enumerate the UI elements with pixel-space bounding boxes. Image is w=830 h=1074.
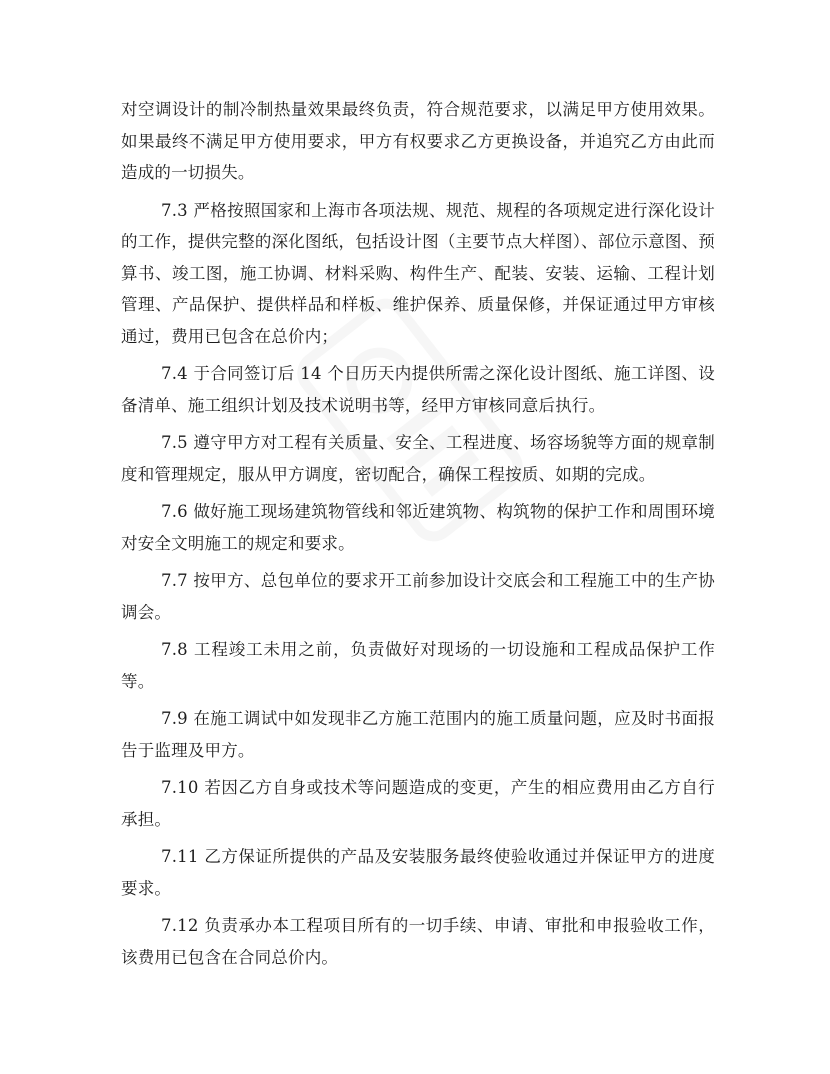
clause-7-10: 7.10 若因乙方自身或技术等问题造成的变更，产生的相应费用由乙方自行承担。 — [121, 778, 715, 829]
clause-7-4: 7.4 于合同签订后 14 个日历天内提供所需之深化设计图纸、施工详图、设备清单、施工组织计划及技术说明书等，经甲方审核同意后执行。 — [121, 364, 715, 415]
clause-7-3: 7.3 严格按照国家和上海市各项法规、规范、规程的各项规定进行深化设计的工作，提供完整的深化图纸，包括设计图（主要节点大样图）、部位示意图、预算书、竣工图，施工协调、材料采购、构件生产、配装、安装、运输、工程计划管理、产品保护、提供样品和样板、维护保养、质量保修，并保证通过甲方审核通过，费用已包含在总价内； — [121, 200, 715, 346]
clause-7-9: 7.9 在施工调试中如发现非乙方施工范围内的施工质量问题，应及时书面报告于监理及甲方。 — [121, 709, 715, 760]
clause-7-8: 7.8 工程竣工未用之前，负责做好对现场的一切设施和工程成品保护工作等。 — [121, 640, 715, 691]
clause-7-7: 7.7 按甲方、总包单位的要求开工前参加设计交底会和工程施工中的生产协调会。 — [121, 571, 715, 622]
clause-7-11: 7.11 乙方保证所提供的产品及安装服务最终使验收通过并保证甲方的进度要求。 — [121, 847, 715, 898]
clause-7-5: 7.5 遵守甲方对工程有关质量、安全、工程进度、场容场貌等方面的规章制度和管理规定，服从甲方调度，密切配合，确保工程按质、如期的完成。 — [121, 433, 715, 484]
document-body — [121, 94, 715, 979]
clause-7-6: 7.6 做好施工现场建筑物管线和邻近建筑物、构筑物的保护工作和周围环境对安全文明施工的规定和要求。 — [121, 502, 715, 553]
clause-7-12: 7.12 负责承办本工程项目所有的一切手续、申请、审批和申报验收工作，该费用已包含在合同总价内。 — [121, 916, 715, 967]
paragraph-continuation: 对空调设计的制冷制热量效果最终负责，符合规范要求，以满足甲方使用效果。如果最终不满足甲方使用要求，甲方有权要求乙方更换设备，并追究乙方由此而造成的一切损失。 — [121, 100, 715, 182]
